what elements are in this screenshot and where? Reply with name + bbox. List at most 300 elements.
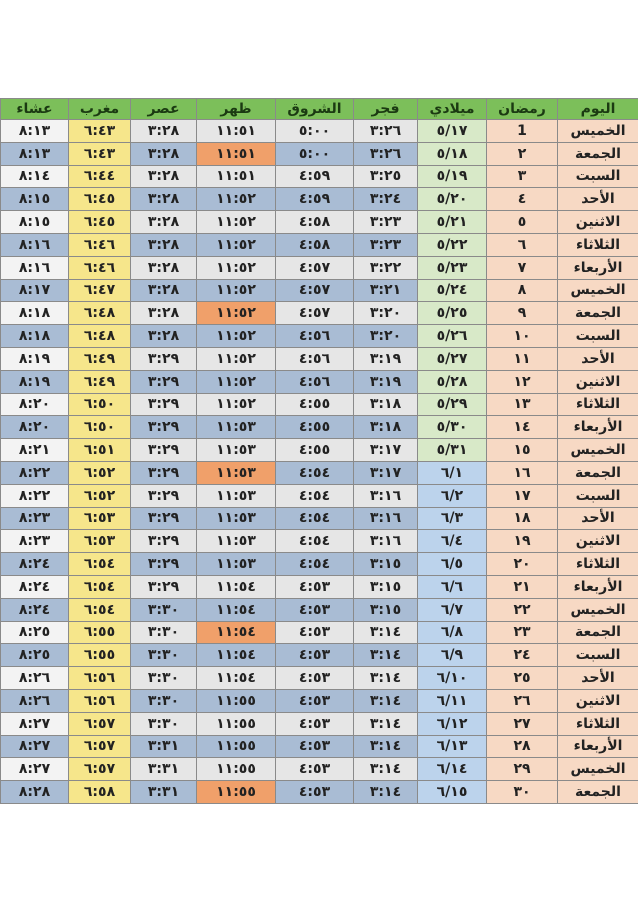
day-cell: الأحد <box>558 347 638 370</box>
isha-time-cell: ٨:٢٠ <box>1 416 69 439</box>
asr-time-cell: ٣:٢٨ <box>131 279 197 302</box>
day-cell: الجمعة <box>558 461 638 484</box>
asr-time-cell: ٣:٣١ <box>131 758 197 781</box>
isha-time-cell: ٨:٢٦ <box>1 667 69 690</box>
maghrib-time-cell: ٦:٥٢ <box>69 484 131 507</box>
gregorian-date-cell: ٦/١ <box>418 461 487 484</box>
dhuhr-time-cell: ١١:٥٣ <box>197 461 276 484</box>
table-row <box>1 461 638 484</box>
day-cell: الأربعاء <box>558 256 638 279</box>
dhuhr-time-cell: ١١:٥٣ <box>197 530 276 553</box>
gregorian-date-cell: ٦/١٠ <box>418 667 487 690</box>
maghrib-time-cell: ٦:٥٧ <box>69 758 131 781</box>
asr-time-cell: ٣:٣٠ <box>131 621 197 644</box>
table-row <box>1 758 638 781</box>
asr-time-cell: ٣:٣٠ <box>131 667 197 690</box>
maghrib-time-cell: ٦:٥٤ <box>69 598 131 621</box>
ramadan-day-cell: ٣ <box>487 165 558 188</box>
ramadan-day-cell: ٧ <box>487 256 558 279</box>
dhuhr-time-cell: ١١:٥٤ <box>197 621 276 644</box>
ramadan-day-cell: ١٧ <box>487 484 558 507</box>
ramadan-day-cell: ٣٠ <box>487 781 558 804</box>
ramadan-day-cell: ١٥ <box>487 439 558 462</box>
day-cell: الأحد <box>558 188 638 211</box>
shuruq-time-cell: ٤:٥٧ <box>276 302 354 325</box>
asr-time-cell: ٣:٣٠ <box>131 598 197 621</box>
shuruq-time-cell: ٤:٥٣ <box>276 758 354 781</box>
fajr-time-cell: ٣:١٩ <box>354 347 418 370</box>
gregorian-date-cell: ٦/١١ <box>418 689 487 712</box>
isha-time-cell: ٨:٢٣ <box>1 507 69 530</box>
table-row <box>1 347 638 370</box>
gregorian-date-cell: ٦/٩ <box>418 644 487 667</box>
asr-time-cell: ٣:٢٩ <box>131 461 197 484</box>
ramadan-day-cell: ٢٩ <box>487 758 558 781</box>
dhuhr-time-cell: ١١:٥١ <box>197 120 276 143</box>
ramadan-day-cell: ٢٣ <box>487 621 558 644</box>
table-row <box>1 256 638 279</box>
shuruq-time-cell: ٥:٠٠ <box>276 142 354 165</box>
maghrib-time-cell: ٦:٥٥ <box>69 621 131 644</box>
maghrib-time-cell: ٦:٤٦ <box>69 256 131 279</box>
table-header <box>1 99 638 120</box>
gregorian-date-cell: ٥/٢١ <box>418 211 487 234</box>
ramadan-day-cell: ٢ <box>487 142 558 165</box>
maghrib-time-cell: ٦:٤٨ <box>69 302 131 325</box>
table-row <box>1 712 638 735</box>
isha-time-cell: ٨:٢٢ <box>1 461 69 484</box>
fajr-time-cell: ٣:١٥ <box>354 598 418 621</box>
maghrib-time-cell: ٦:٥٤ <box>69 575 131 598</box>
asr-time-cell: ٣:٢٩ <box>131 370 197 393</box>
fajr-time-cell: ٣:١٤ <box>354 758 418 781</box>
ramadan-day-cell: ٢١ <box>487 575 558 598</box>
dhuhr-time-cell: ١١:٥٢ <box>197 325 276 348</box>
shuruq-time-cell: ٤:٥٣ <box>276 644 354 667</box>
shuruq-time-cell: ٤:٥٣ <box>276 598 354 621</box>
maghrib-time-cell: ٦:٥٣ <box>69 507 131 530</box>
ramadan-day-cell: ١٨ <box>487 507 558 530</box>
isha-time-cell: ٨:٢٤ <box>1 553 69 576</box>
fajr-time-cell: ٣:١٦ <box>354 530 418 553</box>
dhuhr-time-cell: ١١:٥٣ <box>197 507 276 530</box>
fajr-time-cell: ٣:٢٣ <box>354 233 418 256</box>
table-row <box>1 393 638 416</box>
isha-time-cell: ٨:٢٢ <box>1 484 69 507</box>
ramadan-day-cell: ٢٧ <box>487 712 558 735</box>
shuruq-time-cell: ٤:٥٤ <box>276 530 354 553</box>
shuruq-time-cell: ٤:٥٩ <box>276 188 354 211</box>
asr-time-cell: ٣:٢٩ <box>131 530 197 553</box>
isha-time-cell: ٨:٢٥ <box>1 644 69 667</box>
ramadan-day-cell: ٢٦ <box>487 689 558 712</box>
header-maghrib: مغرب <box>69 99 131 120</box>
gregorian-date-cell: ٦/٢ <box>418 484 487 507</box>
asr-time-cell: ٣:٢٩ <box>131 416 197 439</box>
fajr-time-cell: ٣:١٤ <box>354 621 418 644</box>
table-row <box>1 484 638 507</box>
shuruq-time-cell: ٤:٥٣ <box>276 781 354 804</box>
shuruq-time-cell: ٤:٥٣ <box>276 735 354 758</box>
maghrib-time-cell: ٦:٤٩ <box>69 370 131 393</box>
isha-time-cell: ٨:١٨ <box>1 302 69 325</box>
table-row <box>1 416 638 439</box>
gregorian-date-cell: ٥/٢٠ <box>418 188 487 211</box>
ramadan-day-cell: ٢٤ <box>487 644 558 667</box>
asr-time-cell: ٣:٢٨ <box>131 165 197 188</box>
gregorian-date-cell: ٦/١٢ <box>418 712 487 735</box>
fajr-time-cell: ٣:١٦ <box>354 484 418 507</box>
fajr-time-cell: ٣:٢٤ <box>354 188 418 211</box>
day-cell: الجمعة <box>558 302 638 325</box>
isha-time-cell: ٨:١٣ <box>1 142 69 165</box>
gregorian-date-cell: ٥/١٧ <box>418 120 487 143</box>
shuruq-time-cell: ٤:٥٥ <box>276 439 354 462</box>
maghrib-time-cell: ٦:٥١ <box>69 439 131 462</box>
gregorian-date-cell: ٦/١٤ <box>418 758 487 781</box>
asr-time-cell: ٣:٢٩ <box>131 553 197 576</box>
dhuhr-time-cell: ١١:٥٣ <box>197 439 276 462</box>
table-row <box>1 621 638 644</box>
maghrib-time-cell: ٦:٥٥ <box>69 644 131 667</box>
day-cell: الخميس <box>558 598 638 621</box>
shuruq-time-cell: ٤:٥٤ <box>276 484 354 507</box>
fajr-time-cell: ٣:١٤ <box>354 781 418 804</box>
ramadan-day-cell: ١٢ <box>487 370 558 393</box>
asr-time-cell: ٣:٢٩ <box>131 484 197 507</box>
day-cell: الخميس <box>558 279 638 302</box>
day-cell: الأربعاء <box>558 575 638 598</box>
asr-time-cell: ٣:٣٠ <box>131 644 197 667</box>
isha-time-cell: ٨:٢٤ <box>1 575 69 598</box>
shuruq-time-cell: ٤:٥٧ <box>276 279 354 302</box>
shuruq-time-cell: ٤:٥٦ <box>276 370 354 393</box>
shuruq-time-cell: ٤:٥٥ <box>276 416 354 439</box>
header-day: اليوم <box>558 99 638 120</box>
asr-time-cell: ٣:٢٨ <box>131 142 197 165</box>
day-cell: الأربعاء <box>558 416 638 439</box>
table-row <box>1 302 638 325</box>
asr-time-cell: ٣:٣٠ <box>131 689 197 712</box>
gregorian-date-cell: ٥/٢٨ <box>418 370 487 393</box>
day-cell: الاثنين <box>558 370 638 393</box>
asr-time-cell: ٣:٣١ <box>131 735 197 758</box>
dhuhr-time-cell: ١١:٥٢ <box>197 211 276 234</box>
asr-time-cell: ٣:٢٩ <box>131 393 197 416</box>
shuruq-time-cell: ٤:٥٦ <box>276 347 354 370</box>
day-cell: الجمعة <box>558 621 638 644</box>
day-cell: الثلاثاء <box>558 233 638 256</box>
gregorian-date-cell: ٦/٣ <box>418 507 487 530</box>
maghrib-time-cell: ٦:٥٧ <box>69 712 131 735</box>
isha-time-cell: ٨:١٦ <box>1 256 69 279</box>
dhuhr-time-cell: ١١:٥٤ <box>197 667 276 690</box>
isha-time-cell: ٨:١٣ <box>1 120 69 143</box>
day-cell: السبت <box>558 644 638 667</box>
shuruq-time-cell: ٤:٥٣ <box>276 667 354 690</box>
day-cell: الخميس <box>558 758 638 781</box>
day-cell: السبت <box>558 325 638 348</box>
isha-time-cell: ٨:١٩ <box>1 347 69 370</box>
fajr-time-cell: ٣:٢٠ <box>354 302 418 325</box>
ramadan-day-cell: ١١ <box>487 347 558 370</box>
maghrib-time-cell: ٦:٥٦ <box>69 667 131 690</box>
fajr-time-cell: ٣:١٤ <box>354 735 418 758</box>
isha-time-cell: ٨:٢٧ <box>1 735 69 758</box>
fajr-time-cell: ٣:١٨ <box>354 393 418 416</box>
ramadan-day-cell: ٨ <box>487 279 558 302</box>
ramadan-day-cell: ١٣ <box>487 393 558 416</box>
dhuhr-time-cell: ١١:٥٢ <box>197 188 276 211</box>
shuruq-time-cell: ٤:٥٨ <box>276 211 354 234</box>
gregorian-date-cell: ٥/٢٩ <box>418 393 487 416</box>
gregorian-date-cell: ٦/٦ <box>418 575 487 598</box>
maghrib-time-cell: ٦:٥٨ <box>69 781 131 804</box>
maghrib-time-cell: ٦:٥٠ <box>69 393 131 416</box>
dhuhr-time-cell: ١١:٥٤ <box>197 575 276 598</box>
gregorian-date-cell: ٥/٢٤ <box>418 279 487 302</box>
asr-time-cell: ٣:٣٠ <box>131 712 197 735</box>
table-row <box>1 553 638 576</box>
asr-time-cell: ٣:٢٩ <box>131 347 197 370</box>
isha-time-cell: ٨:٢٥ <box>1 621 69 644</box>
shuruq-time-cell: ٤:٥٨ <box>276 233 354 256</box>
day-cell: الثلاثاء <box>558 553 638 576</box>
fajr-time-cell: ٣:١٤ <box>354 689 418 712</box>
table-body <box>1 120 638 804</box>
dhuhr-time-cell: ١١:٥٢ <box>197 279 276 302</box>
ramadan-day-cell: ١٠ <box>487 325 558 348</box>
dhuhr-time-cell: ١١:٥٢ <box>197 393 276 416</box>
day-cell: السبت <box>558 165 638 188</box>
fajr-time-cell: ٣:١٥ <box>354 575 418 598</box>
maghrib-time-cell: ٦:٥٤ <box>69 553 131 576</box>
day-cell: الجمعة <box>558 142 638 165</box>
dhuhr-time-cell: ١١:٥١ <box>197 165 276 188</box>
fajr-time-cell: ٣:٢١ <box>354 279 418 302</box>
day-cell: الثلاثاء <box>558 393 638 416</box>
isha-time-cell: ٨:٢٣ <box>1 530 69 553</box>
asr-time-cell: ٣:٢٩ <box>131 507 197 530</box>
gregorian-date-cell: ٥/٢٧ <box>418 347 487 370</box>
isha-time-cell: ٨:٢٦ <box>1 689 69 712</box>
asr-time-cell: ٣:٢٩ <box>131 575 197 598</box>
ramadan-day-cell: ١٩ <box>487 530 558 553</box>
table-row <box>1 325 638 348</box>
day-cell: الاثنين <box>558 530 638 553</box>
gregorian-date-cell: ٥/٣٠ <box>418 416 487 439</box>
table-row <box>1 142 638 165</box>
isha-time-cell: ٨:١٤ <box>1 165 69 188</box>
fajr-time-cell: ٣:١٥ <box>354 553 418 576</box>
shuruq-time-cell: ٤:٥٣ <box>276 689 354 712</box>
fajr-time-cell: ٣:١٤ <box>354 712 418 735</box>
gregorian-date-cell: ٥/١٨ <box>418 142 487 165</box>
fajr-time-cell: ٣:١٩ <box>354 370 418 393</box>
shuruq-time-cell: ٤:٥٣ <box>276 621 354 644</box>
fajr-time-cell: ٣:١٤ <box>354 644 418 667</box>
fajr-time-cell: ٣:٢٥ <box>354 165 418 188</box>
header-isha: عشاء <box>1 99 69 120</box>
asr-time-cell: ٣:٣١ <box>131 781 197 804</box>
isha-time-cell: ٨:٢١ <box>1 439 69 462</box>
fajr-time-cell: ٣:٢٦ <box>354 142 418 165</box>
shuruq-time-cell: ٤:٥٩ <box>276 165 354 188</box>
isha-time-cell: ٨:١٩ <box>1 370 69 393</box>
gregorian-date-cell: ٦/١٣ <box>418 735 487 758</box>
ramadan-day-cell: ٢٢ <box>487 598 558 621</box>
table-row <box>1 439 638 462</box>
dhuhr-time-cell: ١١:٥٣ <box>197 484 276 507</box>
table-row <box>1 507 638 530</box>
dhuhr-time-cell: ١١:٥٢ <box>197 233 276 256</box>
shuruq-time-cell: ٤:٥٣ <box>276 712 354 735</box>
table-row <box>1 598 638 621</box>
table-row <box>1 279 638 302</box>
gregorian-date-cell: ٦/٧ <box>418 598 487 621</box>
ramadan-day-cell: 1 <box>487 120 558 143</box>
day-cell: الاثنين <box>558 211 638 234</box>
fajr-time-cell: ٣:١٧ <box>354 439 418 462</box>
gregorian-date-cell: ٥/٢٦ <box>418 325 487 348</box>
dhuhr-time-cell: ١١:٥٤ <box>197 598 276 621</box>
table-row <box>1 120 638 143</box>
header-fajr: فجر <box>354 99 418 120</box>
header-dhuhr: ظهر <box>197 99 276 120</box>
asr-time-cell: ٣:٢٨ <box>131 302 197 325</box>
dhuhr-time-cell: ١١:٥٢ <box>197 347 276 370</box>
shuruq-time-cell: ٤:٥٣ <box>276 575 354 598</box>
dhuhr-time-cell: ١١:٥٣ <box>197 416 276 439</box>
table-row <box>1 667 638 690</box>
maghrib-time-cell: ٦:٥٦ <box>69 689 131 712</box>
maghrib-time-cell: ٦:٥٧ <box>69 735 131 758</box>
table-row <box>1 233 638 256</box>
gregorian-date-cell: ٥/٢٣ <box>418 256 487 279</box>
dhuhr-time-cell: ١١:٥٢ <box>197 256 276 279</box>
isha-time-cell: ٨:٢٧ <box>1 758 69 781</box>
header-miladi: ميلادي <box>418 99 487 120</box>
gregorian-date-cell: ٦/٥ <box>418 553 487 576</box>
asr-time-cell: ٣:٢٨ <box>131 256 197 279</box>
shuruq-time-cell: ٤:٥٤ <box>276 553 354 576</box>
isha-time-cell: ٨:١٨ <box>1 325 69 348</box>
table-row <box>1 689 638 712</box>
fajr-time-cell: ٣:١٦ <box>354 507 418 530</box>
dhuhr-time-cell: ١١:٥٢ <box>197 370 276 393</box>
ramadan-day-cell: ١٦ <box>487 461 558 484</box>
dhuhr-time-cell: ١١:٥٥ <box>197 735 276 758</box>
dhuhr-time-cell: ١١:٥١ <box>197 142 276 165</box>
ramadan-day-cell: ٤ <box>487 188 558 211</box>
dhuhr-time-cell: ١١:٥٣ <box>197 553 276 576</box>
table-row <box>1 781 638 804</box>
isha-time-cell: ٨:١٥ <box>1 211 69 234</box>
asr-time-cell: ٣:٢٩ <box>131 439 197 462</box>
dhuhr-time-cell: ١١:٥٤ <box>197 644 276 667</box>
isha-time-cell: ٨:٢٧ <box>1 712 69 735</box>
table-row <box>1 165 638 188</box>
day-cell: الخميس <box>558 120 638 143</box>
gregorian-date-cell: ٥/٢٥ <box>418 302 487 325</box>
ramadan-day-cell: ٢٠ <box>487 553 558 576</box>
gregorian-date-cell: ٦/٤ <box>418 530 487 553</box>
asr-time-cell: ٣:٢٨ <box>131 233 197 256</box>
day-cell: الجمعة <box>558 781 638 804</box>
dhuhr-time-cell: ١١:٥٥ <box>197 781 276 804</box>
header-ramadan: رمضان <box>487 99 558 120</box>
maghrib-time-cell: ٦:٤٧ <box>69 279 131 302</box>
shuruq-time-cell: ٤:٥٧ <box>276 256 354 279</box>
day-cell: الاثنين <box>558 689 638 712</box>
gregorian-date-cell: ٦/٨ <box>418 621 487 644</box>
ramadan-day-cell: ٥ <box>487 211 558 234</box>
header-asr: عصر <box>131 99 197 120</box>
dhuhr-time-cell: ١١:٥٥ <box>197 689 276 712</box>
fajr-time-cell: ٣:١٧ <box>354 461 418 484</box>
day-cell: الخميس <box>558 439 638 462</box>
shuruq-time-cell: ٤:٥٥ <box>276 393 354 416</box>
gregorian-date-cell: ٥/٣١ <box>418 439 487 462</box>
table-row <box>1 735 638 758</box>
ramadan-day-cell: ٩ <box>487 302 558 325</box>
ramadan-day-cell: ٦ <box>487 233 558 256</box>
shuruq-time-cell: ٥:٠٠ <box>276 120 354 143</box>
fajr-time-cell: ٣:١٤ <box>354 667 418 690</box>
day-cell: الأحد <box>558 507 638 530</box>
isha-time-cell: ٨:٢٠ <box>1 393 69 416</box>
day-cell: الثلاثاء <box>558 712 638 735</box>
maghrib-time-cell: ٦:٤٨ <box>69 325 131 348</box>
table-row <box>1 211 638 234</box>
table-row <box>1 188 638 211</box>
day-cell: الأحد <box>558 667 638 690</box>
table-row <box>1 644 638 667</box>
ramadan-day-cell: ٢٥ <box>487 667 558 690</box>
day-cell: الأربعاء <box>558 735 638 758</box>
fajr-time-cell: ٣:٢٠ <box>354 325 418 348</box>
maghrib-time-cell: ٦:٤٤ <box>69 165 131 188</box>
maghrib-time-cell: ٦:٤٥ <box>69 188 131 211</box>
header-shuruq: الشروق <box>276 99 354 120</box>
shuruq-time-cell: ٤:٥٤ <box>276 461 354 484</box>
maghrib-time-cell: ٦:٥٢ <box>69 461 131 484</box>
maghrib-time-cell: ٦:٤٩ <box>69 347 131 370</box>
fajr-time-cell: ٣:٢٦ <box>354 120 418 143</box>
dhuhr-time-cell: ١١:٥٢ <box>197 302 276 325</box>
ramadan-timetable <box>0 98 638 804</box>
table-row <box>1 575 638 598</box>
header-row <box>1 99 638 120</box>
shuruq-time-cell: ٤:٥٦ <box>276 325 354 348</box>
shuruq-time-cell: ٤:٥٤ <box>276 507 354 530</box>
asr-time-cell: ٣:٢٨ <box>131 211 197 234</box>
gregorian-date-cell: ٥/٢٢ <box>418 233 487 256</box>
gregorian-date-cell: ٥/١٩ <box>418 165 487 188</box>
dhuhr-time-cell: ١١:٥٥ <box>197 758 276 781</box>
asr-time-cell: ٣:٢٨ <box>131 188 197 211</box>
isha-time-cell: ٨:١٥ <box>1 188 69 211</box>
table-row <box>1 530 638 553</box>
gregorian-date-cell: ٦/١٥ <box>418 781 487 804</box>
fajr-time-cell: ٣:١٨ <box>354 416 418 439</box>
ramadan-day-cell: ١٤ <box>487 416 558 439</box>
maghrib-time-cell: ٦:٥٣ <box>69 530 131 553</box>
asr-time-cell: ٣:٢٨ <box>131 120 197 143</box>
maghrib-time-cell: ٦:٤٦ <box>69 233 131 256</box>
isha-time-cell: ٨:١٦ <box>1 233 69 256</box>
table-row <box>1 370 638 393</box>
